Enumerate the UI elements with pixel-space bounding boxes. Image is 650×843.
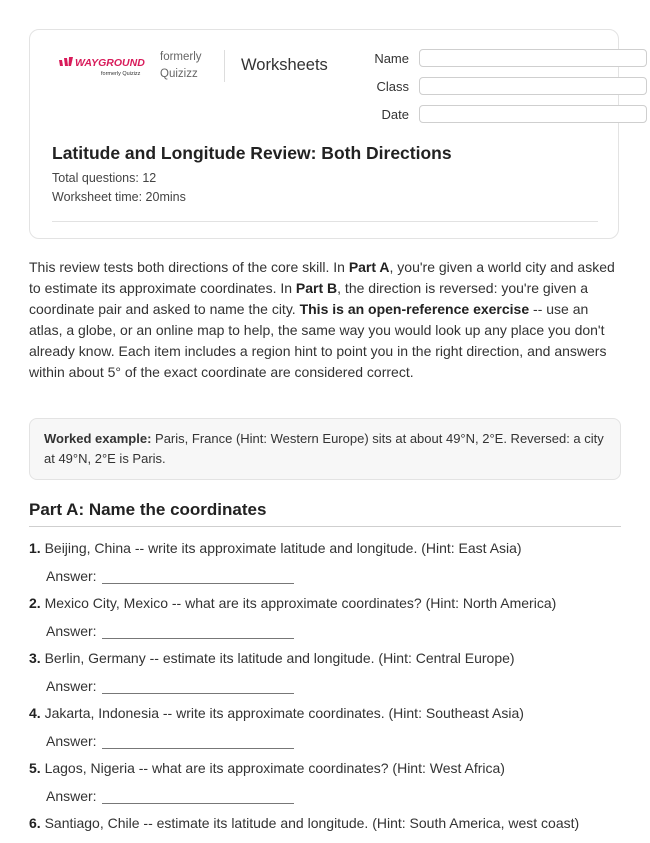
answer-row: Answer: — [46, 782, 621, 804]
worksheet-time: Worksheet time: 20mins — [52, 190, 186, 204]
answer-row: Answer: — [46, 617, 621, 639]
brand-wordmark: WAYGROUND — [75, 57, 145, 69]
date-field-row — [360, 105, 647, 123]
question-item: 1. Beijing, China -- write its approximate latitude and longitude. (Hint: East Asia) Answer: — [29, 538, 621, 584]
class-label: Class — [376, 78, 409, 94]
answer-row: Answer: — [46, 727, 621, 749]
name-field-row — [360, 49, 647, 67]
total-questions: Total questions: 12 — [52, 171, 157, 185]
worked-example-box — [29, 418, 621, 480]
answer-input[interactable] — [102, 732, 294, 749]
answer-input[interactable] — [102, 567, 294, 584]
question-item: 2. Mexico City, Mexico -- what are its approximate coordinates? (Hint: North America) Answer: — [29, 593, 621, 639]
worksheets-label: Worksheets — [241, 56, 328, 74]
question-item: 6. Santiago, Chile -- estimate its latitude and longitude. (Hint: South America, west coast) — [29, 815, 580, 831]
wayground-logo — [58, 54, 146, 78]
answer-row: Answer: — [46, 672, 621, 694]
part-a-questions — [29, 538, 621, 843]
worked-example-label: Worked example: — [44, 431, 152, 446]
worked-example-text: Paris, France (Hint: Western Europe) sits at about 49°N, 2°E. Reversed: a city at 49°N, 2°E is Paris. — [44, 431, 604, 466]
name-input[interactable] — [419, 49, 647, 67]
answer-input[interactable] — [102, 677, 294, 694]
brand-subtitle: formerly Quizizz — [101, 71, 141, 77]
answer-input[interactable] — [102, 622, 294, 639]
worksheet-header-card — [29, 29, 619, 239]
name-label: Name — [374, 50, 409, 66]
date-input[interactable] — [419, 105, 647, 123]
answer-input[interactable] — [102, 787, 294, 804]
date-label: Date — [381, 106, 409, 122]
class-field-row — [360, 77, 647, 95]
part-a-title: Part A: Name the coordinates — [29, 500, 621, 527]
formerly-quizizz-note: formerly Quizizz — [160, 51, 202, 80]
header-bottom-divider — [52, 221, 598, 222]
question-item: 3. Berlin, Germany -- estimate its latitude and longitude. (Hint: Central Europe) Answer: — [29, 648, 621, 694]
header-divider — [224, 50, 225, 82]
question-item: 5. Lagos, Nigeria -- what are its approximate coordinates? (Hint: West Africa) Answer: — [29, 758, 621, 804]
question-item: 4. Jakarta, Indonesia -- write its approximate coordinates. (Hint: Southeast Asia) Answer: — [29, 703, 621, 749]
worksheet-title: Latitude and Longitude Review: Both Directions — [52, 143, 452, 163]
intro-paragraph: This review tests both directions of the core skill. In Part A, you're given a world city and asked to estimate its approximate coordinates. In Part B, the direction is reversed: you're given a coordinate pair and asked to name the city. This is an open-reference exercise -- use an atlas, a globe, or an online map to help, the same way you would look up any place you don't already know. Each item includes a region hint to point you in the right direction, and answers within about 5° of the exact coordinate are considered correct. — [29, 259, 615, 380]
class-input[interactable] — [419, 77, 647, 95]
answer-row: Answer: — [46, 562, 621, 584]
